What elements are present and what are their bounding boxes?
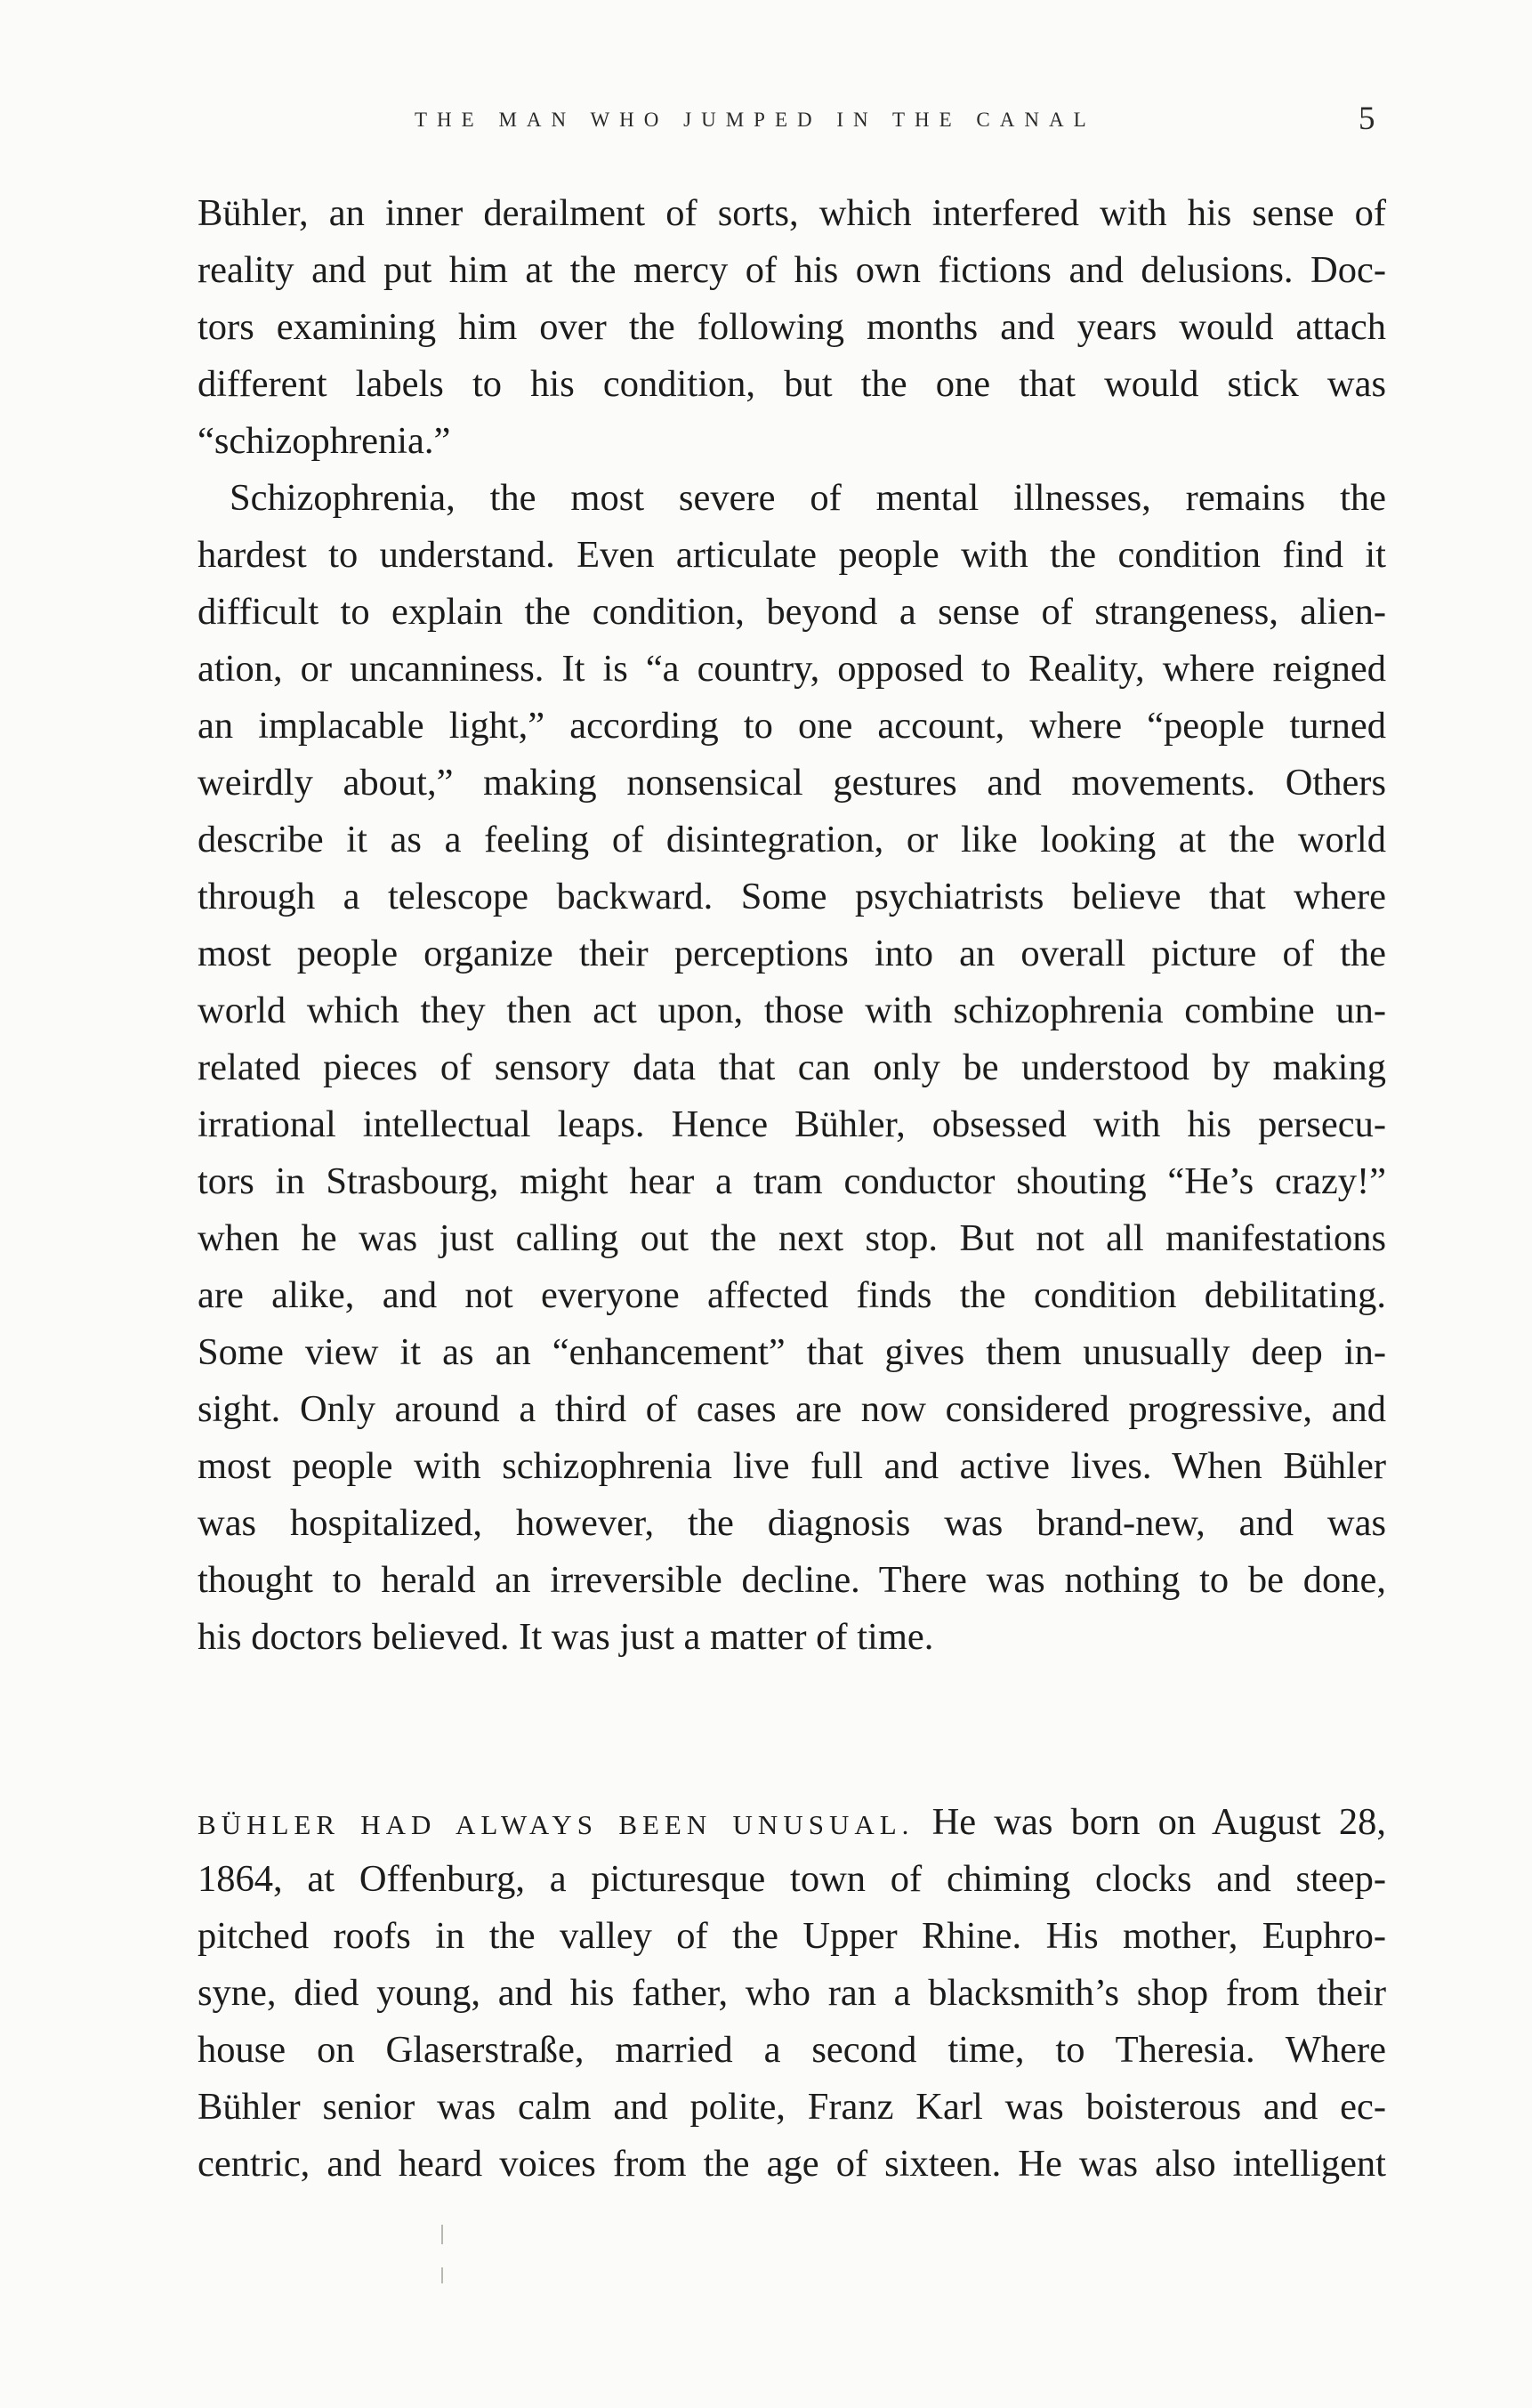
text-line: his doctors believed. It was just a matter of time. <box>198 1616 934 1658</box>
text-line: difficult to explain the condition, beyond a sense of strangeness, alien- <box>198 591 1386 633</box>
text-line: Bühler, an inner derailment of sorts, which interfered with his sense of <box>198 192 1386 234</box>
running-head: THE MAN WHO JUMPED IN THE CANAL <box>415 109 1096 131</box>
text-line: 1864, at Offenburg, a picturesque town of chiming clocks and steep- <box>198 1858 1386 1900</box>
text-line: are alike, and not everyone affected finds the condition debilitating. <box>198 1274 1386 1316</box>
text-line: when he was just calling out the next stop. But not all manifestations <box>198 1217 1386 1259</box>
text-line: hardest to understand. Even articulate people with the condition find it <box>198 534 1386 576</box>
scan-mark <box>441 2267 443 2283</box>
text-line: pitched roofs in the valley of the Upper Rhine. His mother, Euphro- <box>198 1915 1386 1957</box>
text-run: He was born on August 28, <box>931 1801 1387 1843</box>
scan-mark <box>441 2225 443 2244</box>
text-line: house on Glaserstraße, married a second time, to Theresia. Where <box>198 2029 1386 2071</box>
text-line: describe it as a feeling of disintegration, or like looking at the world <box>198 819 1386 861</box>
text-line: most people with schizophrenia live full and active lives. When Bühler <box>198 1445 1386 1487</box>
text-line: most people organize their perceptions into an overall picture of the <box>198 933 1386 974</box>
text-line: different labels to his condition, but the one that would stick was <box>198 363 1386 405</box>
text-line: Some view it as an “enhancement” that gives them unusually deep in- <box>198 1331 1386 1373</box>
text-line: Schizophrenia, the most severe of mental illnesses, remains the <box>230 477 1386 519</box>
lead-in-caps: BÜHLER HAD ALWAYS BEEN UNUSUAL. <box>198 1809 915 1840</box>
text-line: centric, and heard voices from the age of sixteen. He was also intelligent <box>198 2143 1386 2185</box>
text-line: tors in Strasbourg, might hear a tram conductor shouting “He’s crazy!” <box>198 1160 1386 1202</box>
text-line: world which they then act upon, those with schizophrenia combine un- <box>198 990 1386 1031</box>
text-line <box>198 1794 1386 1851</box>
text-line: syne, died young, and his father, who ran a blacksmith’s shop from their <box>198 1972 1386 2014</box>
text-line: ation, or uncanniness. It is “a country, opposed to Reality, where reigned <box>198 648 1386 690</box>
text-line: Bühler senior was calm and polite, Franz Karl was boisterous and ec- <box>198 2086 1386 2128</box>
page-number: 5 <box>1359 101 1375 137</box>
text-line: “schizophrenia.” <box>198 420 451 462</box>
text-line: through a telescope backward. Some psychiatrists believe that where <box>198 876 1386 917</box>
text-line: irrational intellectual leaps. Hence Bühler, obsessed with his persecu- <box>198 1103 1386 1145</box>
text-line: tors examining him over the following months and years would attach <box>198 306 1386 348</box>
text-line: an implacable light,” according to one account, where “people turned <box>198 705 1386 747</box>
text-line: thought to herald an irreversible decline. There was nothing to be done, <box>198 1559 1386 1601</box>
text-line: weirdly about,” making nonsensical gestures and movements. Others <box>198 762 1386 804</box>
text-line: was hospitalized, however, the diagnosis was brand-new, and was <box>198 1502 1386 1544</box>
text-line: related pieces of sensory data that can only be understood by making <box>198 1046 1386 1088</box>
text-line: sight. Only around a third of cases are now considered progressive, and <box>198 1388 1386 1430</box>
text-line: reality and put him at the mercy of his own fictions and delusions. Doc- <box>198 249 1386 291</box>
